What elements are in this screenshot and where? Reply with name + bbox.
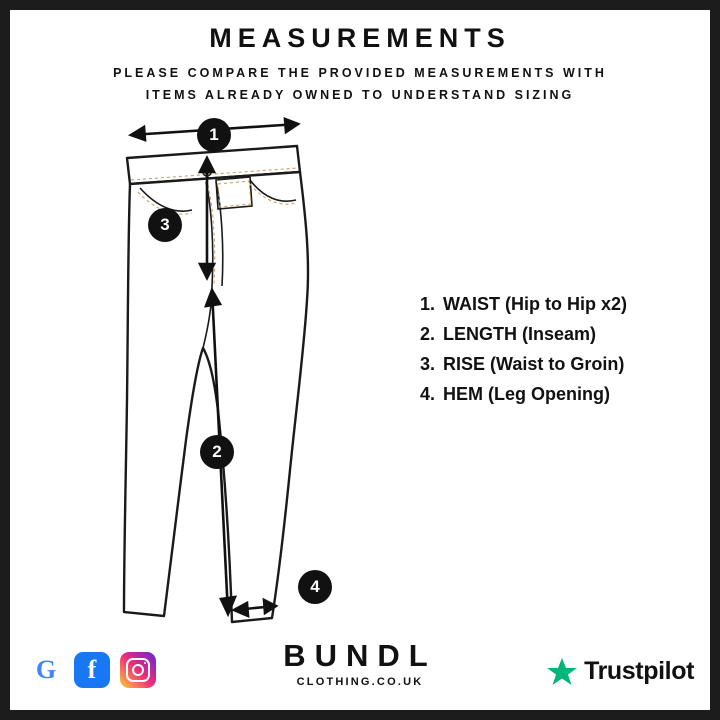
measurements-legend <box>408 294 698 414</box>
marker-badge-2: 2 <box>200 435 234 469</box>
marker-badge-3: 3 <box>148 208 182 242</box>
page-subtitle <box>10 63 710 107</box>
marker-badge-4: 4 <box>298 570 332 604</box>
marker-badge-1: 1 <box>197 118 231 152</box>
page-title: MEASUREMENTS <box>209 23 511 53</box>
trustpilot-label: Trustpilot <box>584 657 694 685</box>
legend-item-rise <box>408 354 698 375</box>
star-icon <box>547 657 577 686</box>
page-subtitle-line1: PLEASE COMPARE THE PROVIDED MEASUREMENTS WITH <box>113 65 607 80</box>
jeans-diagram <box>100 110 400 640</box>
legend-label: HEM (Leg Opening) <box>443 384 610 404</box>
header <box>10 24 710 106</box>
legend-item-length <box>408 324 698 345</box>
jeans-outline-icon <box>100 110 400 640</box>
legend-item-hem <box>408 384 698 405</box>
legend-label: RISE (Waist to Groin) <box>443 354 625 374</box>
legend-label: LENGTH (Inseam) <box>443 324 597 344</box>
facebook-glyph: f <box>87 655 97 684</box>
legend-number: 1. <box>419 294 435 314</box>
legend-number: 4. <box>419 384 435 404</box>
legend-number: 2. <box>419 324 435 344</box>
google-glyph: G <box>35 655 57 684</box>
trustpilot-logo <box>547 657 694 686</box>
legend-number: 3. <box>419 354 435 374</box>
legend-item-waist <box>408 294 698 315</box>
legend-label: WAIST (Hip to Hip x2) <box>443 294 627 314</box>
brand-domain: CLOTHING.CO.UK <box>296 676 424 688</box>
brand-name: BUNDL <box>283 638 437 673</box>
page-subtitle-line2: ITEMS ALREADY OWNED TO UNDERSTAND SIZING <box>145 87 575 102</box>
